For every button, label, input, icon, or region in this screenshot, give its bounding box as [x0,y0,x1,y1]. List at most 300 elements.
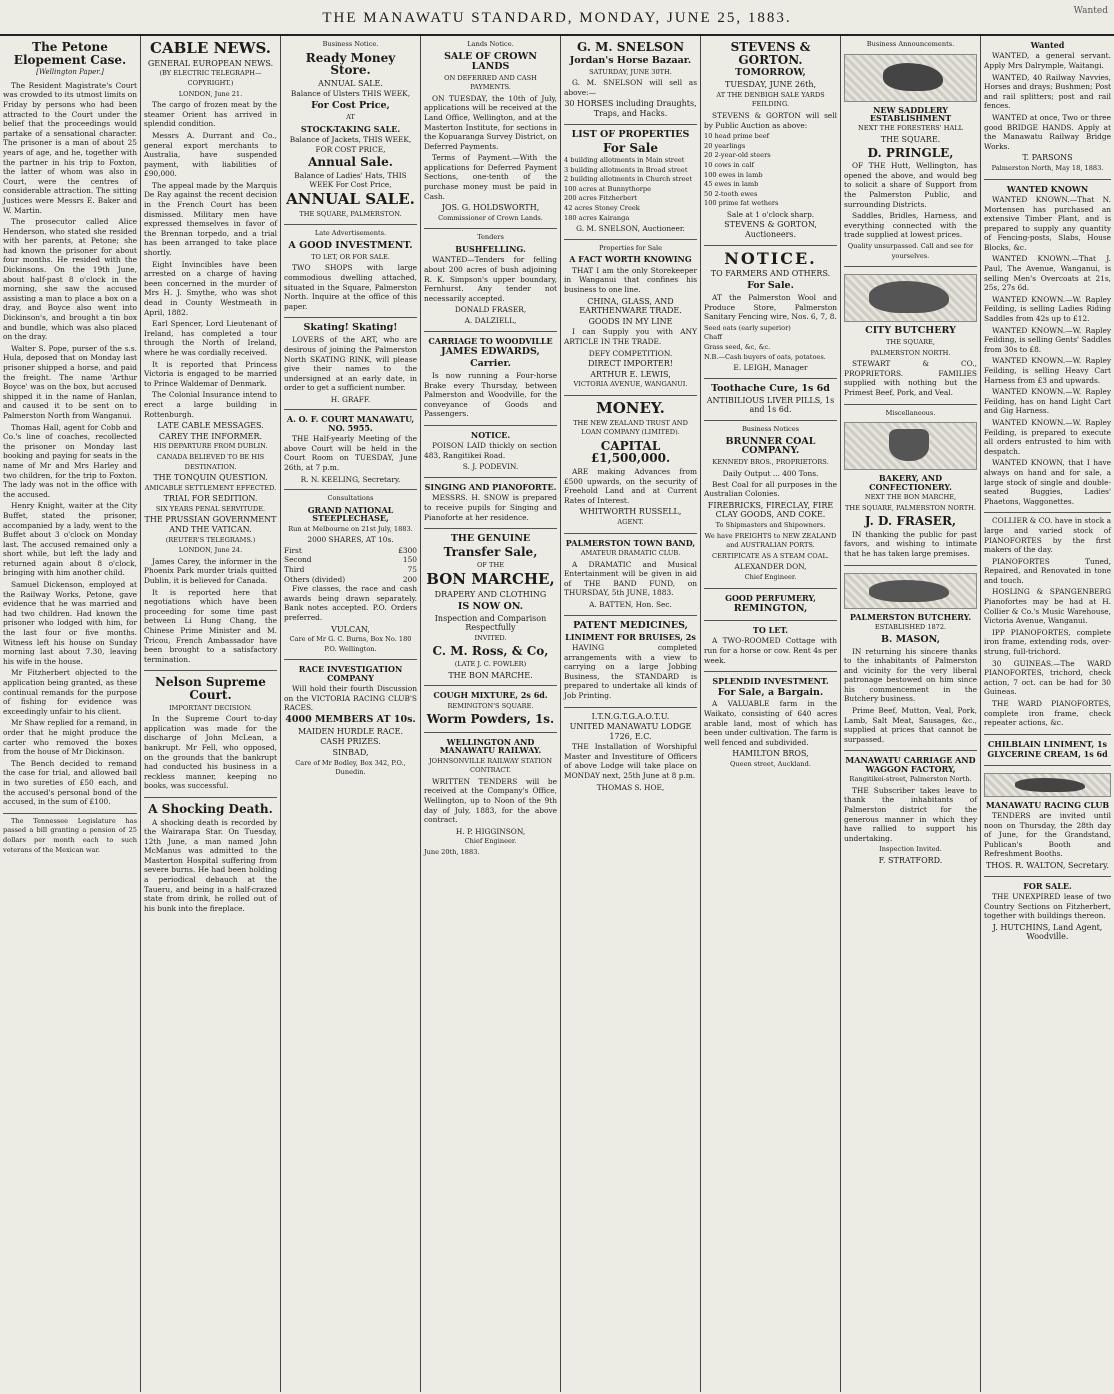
list-item: 42 acres Stoney Creek [564,204,640,213]
column-3 [280,36,420,1392]
ad-heading: CITY BUTCHERY [865,325,956,337]
article-paragraph: It is reported here that negotiations which have been proceeding for some time past between Li Hung Chang, the Chinese Prime Minister and M. Tricou, French Ambassador have been brought to a satisfactory termination. [144,587,277,664]
ad-paragraph: WANTED KNOWN.—W. Rapley Feilding, is selling Ladies Riding Saddles from 42s up to £12. [984,294,1111,324]
ad-paragraph: WANTED KNOWN.—That N. Mortensen has purchased an extensive Timber Plant, and is prepared to supply any quantity of Fencing-posts, Slabs, House Blocks, &c. [984,194,1111,252]
ad-china-glass [564,240,697,396]
ad-line: THE BON MARCHE. [448,670,533,680]
section-heading: LATE CABLE MESSAGES. [157,421,264,431]
ad-heading: PATENT MEDICINES, [573,619,688,631]
stock-list [704,132,837,209]
ad-carrier [424,332,557,426]
ad-pianofortes [984,513,1111,734]
ad-line: BON MARCHE, [426,570,555,589]
ad-bon-marche [424,529,557,686]
ad-saddlery [844,36,977,267]
ad-line: ANTIBILIOUS LIVER PILLS, 1s and 1s 6d. [706,395,835,415]
ad-paragraph: THE Subscriber takes leave to thank the inhabitants of Palmerston district for the generous manner in which they have rallied to support his undertaking. [844,785,977,843]
ad-line: Inspection and Comparison Respectfully [434,613,547,633]
ad-line: FIREBRICKS, FIRECLAY, FIRE CLAY GOODS, AND COKE. [707,500,834,520]
ad-heading: NOTICE. [724,248,817,268]
prize-row [284,546,417,556]
ad-paragraph: IN thanking the public for past favors, and wishing to intimate that he has taken large premises. [844,529,977,558]
ad-paragraph: WANTED, a general servant. Apply Mrs Dalrymple, Waitangi. [984,51,1111,70]
ad-signature: H. GRAFF. [330,394,371,404]
ad-heading: CARRIAGE TO WOODVILLE [428,335,553,346]
ad-signature: A. BATTEN, Hon. Sec. [589,600,672,609]
list-item: 100 acres at Bunnythorpe [564,184,651,193]
section-label: Business Announcements. [866,40,955,48]
ad-bakery [844,405,977,566]
ad-notice-farmers [704,246,837,379]
list-item: 50 2-tooth ewes [704,189,758,198]
ad-paragraph: WANTED—Tenders for felling about 200 acres of bush adjoining R. K. Simpson's upper boundary, Fernhurst. Any tender not necessarily accepted. [424,255,557,303]
ad-signature: F. STRATFORD. [878,855,943,865]
article-paragraph: Mr Fitzherbert objected to the application being granted, as these continual remands for the purpose of fishing for evidence was exceedingly unfair to his client. [3,668,137,716]
ad-line: ANNUAL SALE. [318,78,383,88]
ad-cough-mixture [424,686,557,733]
ad-ready-money-store [284,36,417,225]
article-heading: Nelson Supreme Court. [155,675,266,702]
ad-line: Run at Melbourne on 21st July, 1883. [288,524,413,533]
article-heading: The Petone Elopement Case. [13,40,127,67]
ad-paragraph: A VALUABLE farm in the Waikato, consisting of 640 acres arable land, most of which has been under cultivation. The farm is well fenced and subdivided. [704,699,837,747]
ad-line: CASH PRIZES. [320,737,381,747]
section-label: Properties for Sale [598,243,663,252]
ad-line: JAMES EDWARDS, [441,345,540,357]
article-petone [3,36,137,814]
ad-heading: LIST OF PROPERTIES [571,128,690,140]
ad-paragraph: Is now running a Four-horse Brake every Thursday, between Palmerston and Woodville, for the conveyance of Goods and Passengers. [424,370,557,419]
ad-paragraph: A TWO-ROOMED Cottage with run for a horse or cow. Rent 4s per week. [704,636,837,665]
column-7 [840,36,980,1392]
ad-date: June 20th, 1883. [424,847,480,856]
ad-line: 30 HORSES including Draughts, Traps, and Hacks. [564,99,697,118]
prize-label: Others (divided) [284,574,346,584]
headline: TRIAL FOR SEDITION. [163,494,258,504]
ad-line: We have FREIGHTS to NEW ZEALAND and AUSTRALIAN PORTS. [704,531,837,550]
ad-heading: I.T.N.G.T.G.A.O.T.U. [591,711,670,721]
ad-heading: MONEY. [596,398,665,417]
article-paragraph: The Tennessee Legislature has passed a bill granting a pension of 25 dollars per month each to such veterans of the Mexican war. [3,816,137,854]
article-cable-news [144,36,277,671]
ad-line: Balance of Jackets, THIS WEEK, FOR COST PRICE, [289,134,412,154]
ad-line: Balance of Ulsters THIS WEEK, [290,89,411,99]
column-1 [0,36,140,1392]
ad-paragraph: G. M. SNELSON will sell as above:— [564,78,697,97]
list-item: 2 building allotments in Church street [564,175,692,184]
section-label: Wanted [1030,40,1065,50]
ad-signature: WHITWORTH RUSSELL, [579,507,682,517]
ad-paragraph: Will hold their fourth Discussion on the VICTORIA RACING CLUB'S RACES. [284,684,417,713]
article-paragraph: The Bench decided to remand the case for trial, and allowed bail in two sureties of £50 each, and the accused's personal bond of the accused, in the sum of £100. [3,758,137,807]
ad-heading: TO LET. [752,624,789,635]
ad-line: For Cost Price, [311,99,390,111]
article-paragraph: The Resident Magistrate's Court was crowded to its utmost limits on Friday by persons who had been attracted to the Court under the belief that the proceedings would partake of a sensational character. The prisoner is a man of about 25 years of age, and he, together with the partner in his trip to Foxton, the latter of whom was also in Court, were the centres of considerable attraction. The sitting Justices were Messrs E. Baker and W. Martin. [3,80,137,215]
ad-palmerston-butchery [844,566,977,752]
ad-paragraph: THAT I am the only Storekeeper in Wanganui that confines his business to one line. [564,265,697,295]
ad-paragraph: COLLIER & CO. have in stock a large and varied stock of PIANOFORTES by the first makers of the day. [984,516,1111,555]
racehorse-woodcut [984,773,1111,797]
dateline: LONDON, June 21. [178,89,243,98]
ad-line: Daily Output ... 400 Tons. [722,469,819,479]
ad-paragraph: Prime Beef, Mutton, Veal, Pork, Lamb, Salt Meat, Sausages, &c., supplied at prices that cannot be surpassed. [844,706,977,744]
ad-signature: SINBAD, [332,748,369,758]
ad-heading: A FACT WORTH KNOWING [569,254,692,265]
ad-paragraph: WRITTEN TENDERS will be received at the Company's Office, Wellington, up to Noon of the 9th day of July, 1883, for the above contract. [424,776,557,825]
column-6 [700,36,840,1392]
ad-line: LINIMENT FOR BRUISES, 2s [565,631,696,642]
ad-paragraph: HAVING completed arrangements with a view to carrying on a large Jobbing Business, the STANDARD is prepared to undertake all kinds of Job Printing. [564,642,697,700]
ad-heading: G. M. SNELSON [576,40,685,54]
ad-city-butchery [844,267,977,405]
ad-paragraph: WANTED KNOWN.—W. Rapley Feilding, is prepared to execute all orders entrusted to him with despatch. [984,417,1111,456]
list-item: 100 ewes in lamb [704,170,763,179]
article-subheading: GENERAL EUROPEAN NEWS. [147,58,274,68]
ad-brunner-coal [704,421,837,589]
list-item: 180 acres Kairanga [564,213,630,222]
wheat-sheaf-icon [889,429,929,461]
prize-label: First [284,545,302,555]
ad-paragraph: THE Half-yearly Meeting of the above Court will be held in the Court Room on TUESDAY, June 26th, at 7 p.m. [284,434,417,473]
ad-heading: CHILBLAIN LINIMENT, 1s [987,738,1108,749]
article-paragraph: The Colonial Insurance intend to erect a large building in Rottenburgh. [144,390,277,419]
ad-line: TO LET, OR FOR SALE. [311,252,390,261]
ad-signature: STEVENS & GORTON, Auctioneers. [724,220,817,240]
horse-figure-icon [883,63,943,91]
headline: HIS DEPARTURE FROM DUBLIN. [153,442,268,451]
article-paragraph: It is reported that Princess Victoria is engaged to be married to Prince Waldemar of Denmark. [144,359,277,388]
ad-heading: COUGH MIXTURE, 2s 6d. [433,690,548,701]
list-item: 10 cows in calf [704,160,754,169]
ad-heading: Ready Money Store. [305,50,396,78]
list-item: Chaff [704,333,722,342]
ad-line: STOCK-TAKING SALE. [300,123,401,134]
ad-paragraph: AT the Palmerston Wool and Produce Store, Palmerston Sanitary Fencing wire, Nos. 6, 7, 8. [704,293,837,322]
ad-address: VICTORIA AVENUE, WANGANUI. [573,380,688,389]
ad-line: CAPITAL £1,500,000. [590,438,671,466]
ad-paragraph: STEVENS & GORTON will sell by Public Auction as above: [704,110,837,130]
article-paragraph: In the Supreme Court to-day application was made for the discharge of John McLean, a bankrupt. Mr Fell, who opposed, on the grounds that the bankrupt had conducted his business in a reckless manner, keeping no books, was successful. [144,714,277,791]
ad-signature: THOS. R. WALTON, Secretary. [985,860,1110,870]
ad-line: AT [346,112,355,121]
section-label: Business Notice. [322,40,379,48]
horse-woodcut [844,54,977,102]
ad-signature: JOS. G. HOLDSWORTH, [441,203,540,213]
ad-paragraph: TWO SHOPS with large commodious dwelling attached, situated in the Square, Palmerston North. Inquire at the office of this paper. [284,263,417,311]
cattle-woodcut [844,573,977,609]
ad-paragraph: WANTED KNOWN.—W. Rapley Feilding, has on hand Light Cart and Gig Harness. [984,387,1111,416]
cattle-woodcut [844,274,977,322]
ad-line: REMINGTON, [733,602,808,614]
ad-paragraph: HOSLING & SPANGENBERG Pianofortes may be had at H. Collier & Co.'s Music Warehouse, Victoria Avenue, Wanganui. [984,587,1111,626]
column-4 [420,36,560,1392]
ad-signature: ALEXANDER DON, [734,562,807,572]
list-item: Seed oats (early superior) [704,323,791,332]
ad-paragraph: IN returning his sincere thanks to the inhabitants of Palmerston and vicinity for the very liberal patronage bestowed on him since his commencement in the Butchery business. [844,646,977,704]
ad-heading: BUSHFELLING. [455,244,526,255]
ad-line: Quality unsurpassed. Call and see for yourselves. [847,241,974,260]
ad-paragraph: THE WARD PIANOFORTES, complete iron frame, check repeater actions, &c. [984,699,1111,728]
ad-signature: E. LEIGH, Manager [733,363,808,373]
ad-line: JOHNSONVILLE RAILWAY STATION CONTRACT. [429,756,552,775]
ad-heading: MANAWATU RACING CLUB [985,799,1110,810]
ad-signature: J. HUTCHINS, Land Agent, Woodville. [992,922,1103,942]
ad-line: ANNUAL SALE. [286,189,415,208]
article-paragraph: Earl Spencer, Lord Lieutenant of Ireland, has completed a tour through the North of Ireland, where he was cordially received. [144,319,277,357]
ad-signature: VULCAN, [331,624,370,634]
ad-line: ESTABLISHED 1872. [874,622,947,631]
article-paragraph: Walter S. Pope, purser of the s.s. Hula, deposed that on Monday last prisoner shipped a horse, and paid the freight. The name 'Arthur Boyce' was on the box, but accused shipped it in the name of Hanlan, and caused it to be sent on to Palmerston North from Wanganui. [3,343,137,420]
ad-heading: GRAND NATIONAL STEEPLECHASE, [307,504,394,524]
ad-line: Annual Sale. [308,155,393,170]
ad-line: C. M. Ross, & Co, [432,644,549,659]
bull-figure-icon [869,281,949,313]
ad-paragraph: WANTED, 40 Railway Navvies, Horses and drays; Bushmen; Post and rail splitters; post and rail fences. [984,72,1111,111]
footer-note [3,814,137,861]
list-item: 200 acres Fitzherbert [564,194,637,203]
ad-paragraph: OF THE Hutt, Wellington, has opened the above, and would beg to solicit a share of Support from the Palmerston Public, and surrounding Districts. [844,161,977,209]
ad-town-band [564,534,697,616]
ad-line: To Shipmasters and Shipowners. [715,521,826,530]
ad-line: THE SQUARE, PALMERSTON NORTH. [844,503,977,512]
ad-heading: BAKERY, AND CONFECTIONERY. [869,473,952,492]
ad-line: UNITED MANAWATU LODGE 1726, E.C. [569,722,692,741]
ad-perfumery [704,589,837,621]
article-credit: (BY ELECTRIC TELEGRAPH—COPYRIGHT.) [159,69,262,87]
ad-paragraph: POISON LAID thickly on section 483, Rangitikei Road. [424,441,557,460]
ad-address: REMINGTON'S SQUARE. [447,701,534,710]
ad-line: For Sale. [747,280,794,292]
newspaper-title: THE MANAWATU STANDARD, MONDAY, JUNE 25, 1883. [322,10,792,26]
ad-heading: FOR SALE. [1023,880,1072,891]
masthead-stamp: Wanted [1073,6,1108,16]
article-subheading: [Wellington Paper.] [36,68,104,77]
column-5 [560,36,700,1392]
headline: SIX YEARS PENAL SERVITUDE. [155,504,266,513]
ad-signature: DONALD FRASER, [454,305,527,315]
ad-paragraph: WANTED KNOWN.—That J. Paul, The Avenue, Wanganui, is selling Men's Overcoats at 21s, 25s, 27s 6d. [984,254,1111,293]
ad-money [564,396,697,534]
bull-figure-icon [869,580,949,602]
ad-paragraph: ARE making Advances from £500 upwards, on the security of Freehold Land and at Current Rates of Interest. [564,467,697,505]
ad-heading: GLYCERINE CREAM, 1s 6d [987,749,1108,760]
ad-paragraph: WANTED KNOWN.—W. Rapley Feilding, is selling Gents' Saddles from 30s to £8. [984,325,1111,354]
prize-amount: £300 [398,545,417,555]
ad-line: Transfer Sale, [443,545,538,560]
ad-poison-notice [424,426,557,478]
ad-line: Chief Engineer. [744,572,797,581]
ad-heading: BRUNNER COAL COMPANY. [725,435,816,457]
ad-heading: WANTED KNOWN [1006,183,1089,194]
ad-skating [284,318,417,410]
ad-lodge [564,708,697,798]
article-paragraph: James Carey, the informer in the Phoenix Park murder trials quitted Dublin, it is believed for Canada. [144,556,277,586]
ad-railway [424,733,557,862]
list-item: 20 yearlings [704,141,746,150]
ad-paragraph: WANTED at once, Two or three good BRIDGE HANDS. Apply at the Manawatu Railway Bridge Works. [984,112,1111,151]
racehorse-icon [1015,778,1085,792]
prize-row [284,555,417,565]
ad-wanted [984,36,1111,180]
article-paragraph: Eight Invincibles have been arrested on a charge of having been concerned in the murder of Mrs H. J. Smythe, who was shot dead in County Westmeath in April, 1882. [144,259,277,317]
ad-address: Queen street, Auckland. [730,760,811,769]
ad-properties [564,125,697,240]
ad-paragraph: LOVERS of the ART, who are desirous of joining the Palmerston North SKATING RINK, will please give their names to the undersigned at an early date, in order to get a sufficient number. [284,335,417,393]
prize-row [284,565,417,575]
ad-line: INVITED. [474,633,507,642]
section-label: Late Advertisements. [314,229,387,238]
ad-line: THE NEW ZEALAND TRUST AND LOAN COMPANY (LIMITED). [573,418,688,437]
ad-heading: SINGING AND PIANOFORTE. [424,482,557,493]
ad-signature: R. N. KEELING, Secretary. [300,474,401,484]
ad-paragraph: 30 GUINEAS.—The WARD PIANOFORTES, trichord, check action, 7 oct. can be had for 30 Guineas. [984,658,1111,697]
section-label: Consultations [327,494,374,503]
ad-snelson [564,36,697,125]
ad-line: CHINA, GLASS, AND EARTHENWARE TRADE. [579,296,682,316]
list-item: 100 prime fat wethers [704,199,779,208]
ad-line: NEXT THE BON MARCHE, [864,493,957,501]
ad-line: (LATE J. C. FOWLER) [454,660,527,669]
prize-amount: 150 [402,555,417,565]
ad-singing [424,478,557,529]
ad-signature: S. J. PODEVIN. [462,462,519,472]
ad-paragraph: A DRAMATIC and Musical Entertainment will be given in aid of THE BAND FUND, on THURSDAY, 5th JUNE, 1883. [564,559,697,598]
column-8 [980,36,1114,1392]
prize-label: Second [284,555,312,565]
ad-heading: NOTICE. [470,429,511,440]
ad-line: IS NOW ON. [457,600,524,612]
ad-signature: HAMILTON BROS, [732,749,809,759]
ad-line: DEFY COMPETITION. [588,348,673,358]
ad-date: Palmerston North, May 18, 1883. [991,163,1104,172]
ad-paragraph: WANTED KNOWN.—W. Rapley Feilding, is selling Heavy Cart Harness from £3 and upwards. [984,356,1111,385]
list-item: 10 head prime beef [704,132,770,141]
ad-address: THE SQUARE, PALMERSTON. [299,209,402,218]
ad-line: KENNEDY BROS., PROPRIETORS. [712,458,829,467]
list-item: 4 building allotments in Main street [564,156,685,165]
ad-heading: WELLINGTON AND MANAWATU RAILWAY. [439,736,542,756]
article-heading: CABLE NEWS. [150,39,271,57]
property-list [564,156,697,223]
ad-line: ON DEFERRED AND CASH PAYMENTS. [444,73,537,92]
ad-heading: A GOOD INVESTMENT. [288,239,413,251]
ad-paragraph: IPP PIANOFORTES, complete iron frame, extending rods, over-strung, full-trichord. [984,627,1111,657]
ad-line: Chief Engineer. [464,837,517,846]
headline: CANADA BELIEVED TO BE HIS DESTINATION. [156,452,265,471]
masthead [0,0,1114,36]
ad-line: AGENT. [617,518,644,527]
ad-chilblain [984,735,1111,766]
section-label: Business Notices [741,424,800,433]
ad-crown-lands [424,36,557,229]
ad-signature: A. DALZIELL, [464,315,517,325]
prize-amount: 200 [402,574,417,584]
ad-heading: Skating! Skating! [303,322,398,334]
ad-heading: MANAWATU CARRIAGE AND WAGGON FACTORY, [845,755,976,774]
list-item: 3 building allotments in Broad street [564,165,688,174]
ad-line: DRAPERY AND CLOTHING [434,590,547,600]
ad-paragraph: Best Coal for all purposes in the Australian Colonies. [704,479,837,499]
article-paragraph: The cargo of frozen meat by the steamer Orient has arrived in splendid condition. [144,100,277,129]
ad-race-investigation [284,660,417,783]
ad-to-let [704,621,837,672]
ad-investment-farm [704,672,837,775]
ad-heading: RACE INVESTIGATION COMPANY [298,664,403,683]
column-2 [140,36,280,1392]
ad-line: For Sale, a Bargain. [717,686,824,698]
ad-line: D. PRINGLE, [867,145,954,160]
ad-signature: THOMAS S. HOE, [596,782,665,792]
ad-line: 2000 SHARES, AT 10s. [307,535,394,545]
ad-line: Inspection Invited. [879,845,942,854]
ad-line: Jordan's Horse Bazaar. [569,54,692,66]
ad-line: GOODS IN MY LINE [588,316,673,326]
list-item: Grass seed, &c, &c. [704,342,771,351]
ad-bushfelling [424,229,557,331]
article-paragraph: Mr Shaw replied for a remand, in order that he might produce the carter who removed the boxes from the house of Mr Dickinson. [3,718,137,757]
ad-line: DIRECT IMPORTER! [587,359,674,369]
ad-paragraph: THE UNEXPIRED lease of two Country Sections on Fitzherbert, together with buildings thereon. [984,891,1111,921]
ad-paragraph: Five classes, the race and cash awards being drawn separately. Bank notes accepted. P.O. Orders preferred. [284,584,417,622]
article-paragraph: Henry Knight, waiter at the City Buffet, stated the prisoner, accompanied by a lady, went to the Buffet about 3 o'clock on Monday last. The accused remained only a short while, but left the lady and returned again about 8 o'clock, bringing with him another child. [3,501,137,578]
ad-address: Care of Mr G. C. Burns, Box No. 180 P.O. Wellington. [289,635,412,653]
ad-line: CERTIFICATE AS A STEAM COAL. [712,551,829,560]
article-paragraph: The appeal made by the Marquis De Ray against the recent decision in the French Court has been dismissed. Military men have expressed themselves in favor of the Brennan torpedo, and a trial has been arranged to take place shortly. [144,180,277,258]
section-label: Lands Notice. [467,40,514,48]
ad-paragraph: WANTED KNOWN, that I have always on hand and for sale, a large stock of single and double-seated Buggies, Ladies' Phaetons, Waggonettes. [984,458,1111,506]
ad-line: AT THE DENBIGH SALE YARDS FEILDING. [716,90,825,109]
article-paragraph: A shocking death is recorded by the Wairarapa Star. On Tuesday, 12th June, a man named John McManus was admitted to the Masterton Hospital suffering from severe burns. He had been holding a periodical debauch at the Taueru, and being in a half-crazed state from drink, he rolled out of his bunk into the fireplace. [144,817,277,913]
headline: THE TONQUIN QUESTION. [153,473,268,483]
ad-heading: Worm Powders, 1s. [426,712,555,727]
ad-heading: GOOD PERFUMERY, [725,592,816,603]
article-heading: A Shocking Death. [148,801,273,816]
ad-line: Sale at 1 o'clock sharp. [726,209,815,219]
list-item: 45 ewes in lamb [704,180,759,189]
ad-signature: ARTHUR E. LEWIS, [590,369,671,379]
headline: CAREY THE INFORMER. [158,431,263,441]
ad-paragraph: ON TUESDAY, the 10th of July, applications will be received at the Land Office, Wellington, and at the Masterton Institute, for sections in the Kopuaranga Survey District, on Deferred Payments. [424,93,557,151]
ad-racing-club [984,766,1111,877]
article-paragraph: Messrs A. Durrant and Co., general export merchants to Australia, have suspended payment, with liabilities of £90,000. [144,130,277,179]
article-paragraph: The prosecutor called Alice Henderson, who stated she resided with her parents, at Petone; she had known the prisoner for about four months. He resided with the Dickinsons. On the 19th June, about half-past 8 o'clock in the morning, she saw the accused assisting a man to place a box on a dray, and Boyce also went into Dickinson's, and brought a tin box and bundle, which was also placed on the dray. [3,217,137,342]
ad-toothache [704,379,837,421]
headline: THE PRUSSIAN GOVERNMENT AND THE VATICAN. [144,515,277,535]
ad-heading: PALMERSTON TOWN BAND, [565,537,696,548]
ad-signature: G. M. SNELSON, Auctioneer. [576,224,685,234]
ad-line: TOMORROW, [735,67,806,79]
article-credit: (REUTER'S TELEGRAMS.) [165,535,256,544]
prize-row [284,575,417,585]
ad-line: For Sale [602,140,658,155]
ad-court-manawatu [284,410,417,490]
headline: AMICABLE SETTLEMENT EFFECTED. [144,483,277,492]
ad-paragraph: I can Supply you with ANY ARTICLE IN THE TRADE. [564,327,697,346]
ad-consultations [284,490,417,660]
ad-signature: T. PARSONS [1022,153,1073,163]
ad-paragraph: THE Installation of Worshipful Master and Investiture of Officers of above Lodge will take place on MONDAY next, 25th June at 8 p.m. [564,742,697,781]
ad-paragraph: PIANOFORTES Tuned, Repaired, and Renovated in tone and touch. [984,556,1111,585]
wheat-woodcut [844,422,977,470]
ad-line: THE SQUARE. [880,134,941,144]
ad-line: J. D. FRASER, [864,514,957,529]
article-paragraph: Samuel Dickenson, employed at the Railway Works, Petone, gave evidence that he was married and had two children. Had known the prisoner who lodged with him, for the last four or five months. Witness left his house on Sunday morning last about 7.30, leaving his wife in the house. [3,580,137,666]
ad-line: NEXT THE FORESTERS' HALL [858,124,963,133]
list-item: 20 2-year-old steers [704,151,771,160]
ad-line: PALMERSTON NORTH. [870,348,951,357]
prize-amount: 75 [407,564,417,574]
ad-line: THE SQUARE, [886,338,935,347]
